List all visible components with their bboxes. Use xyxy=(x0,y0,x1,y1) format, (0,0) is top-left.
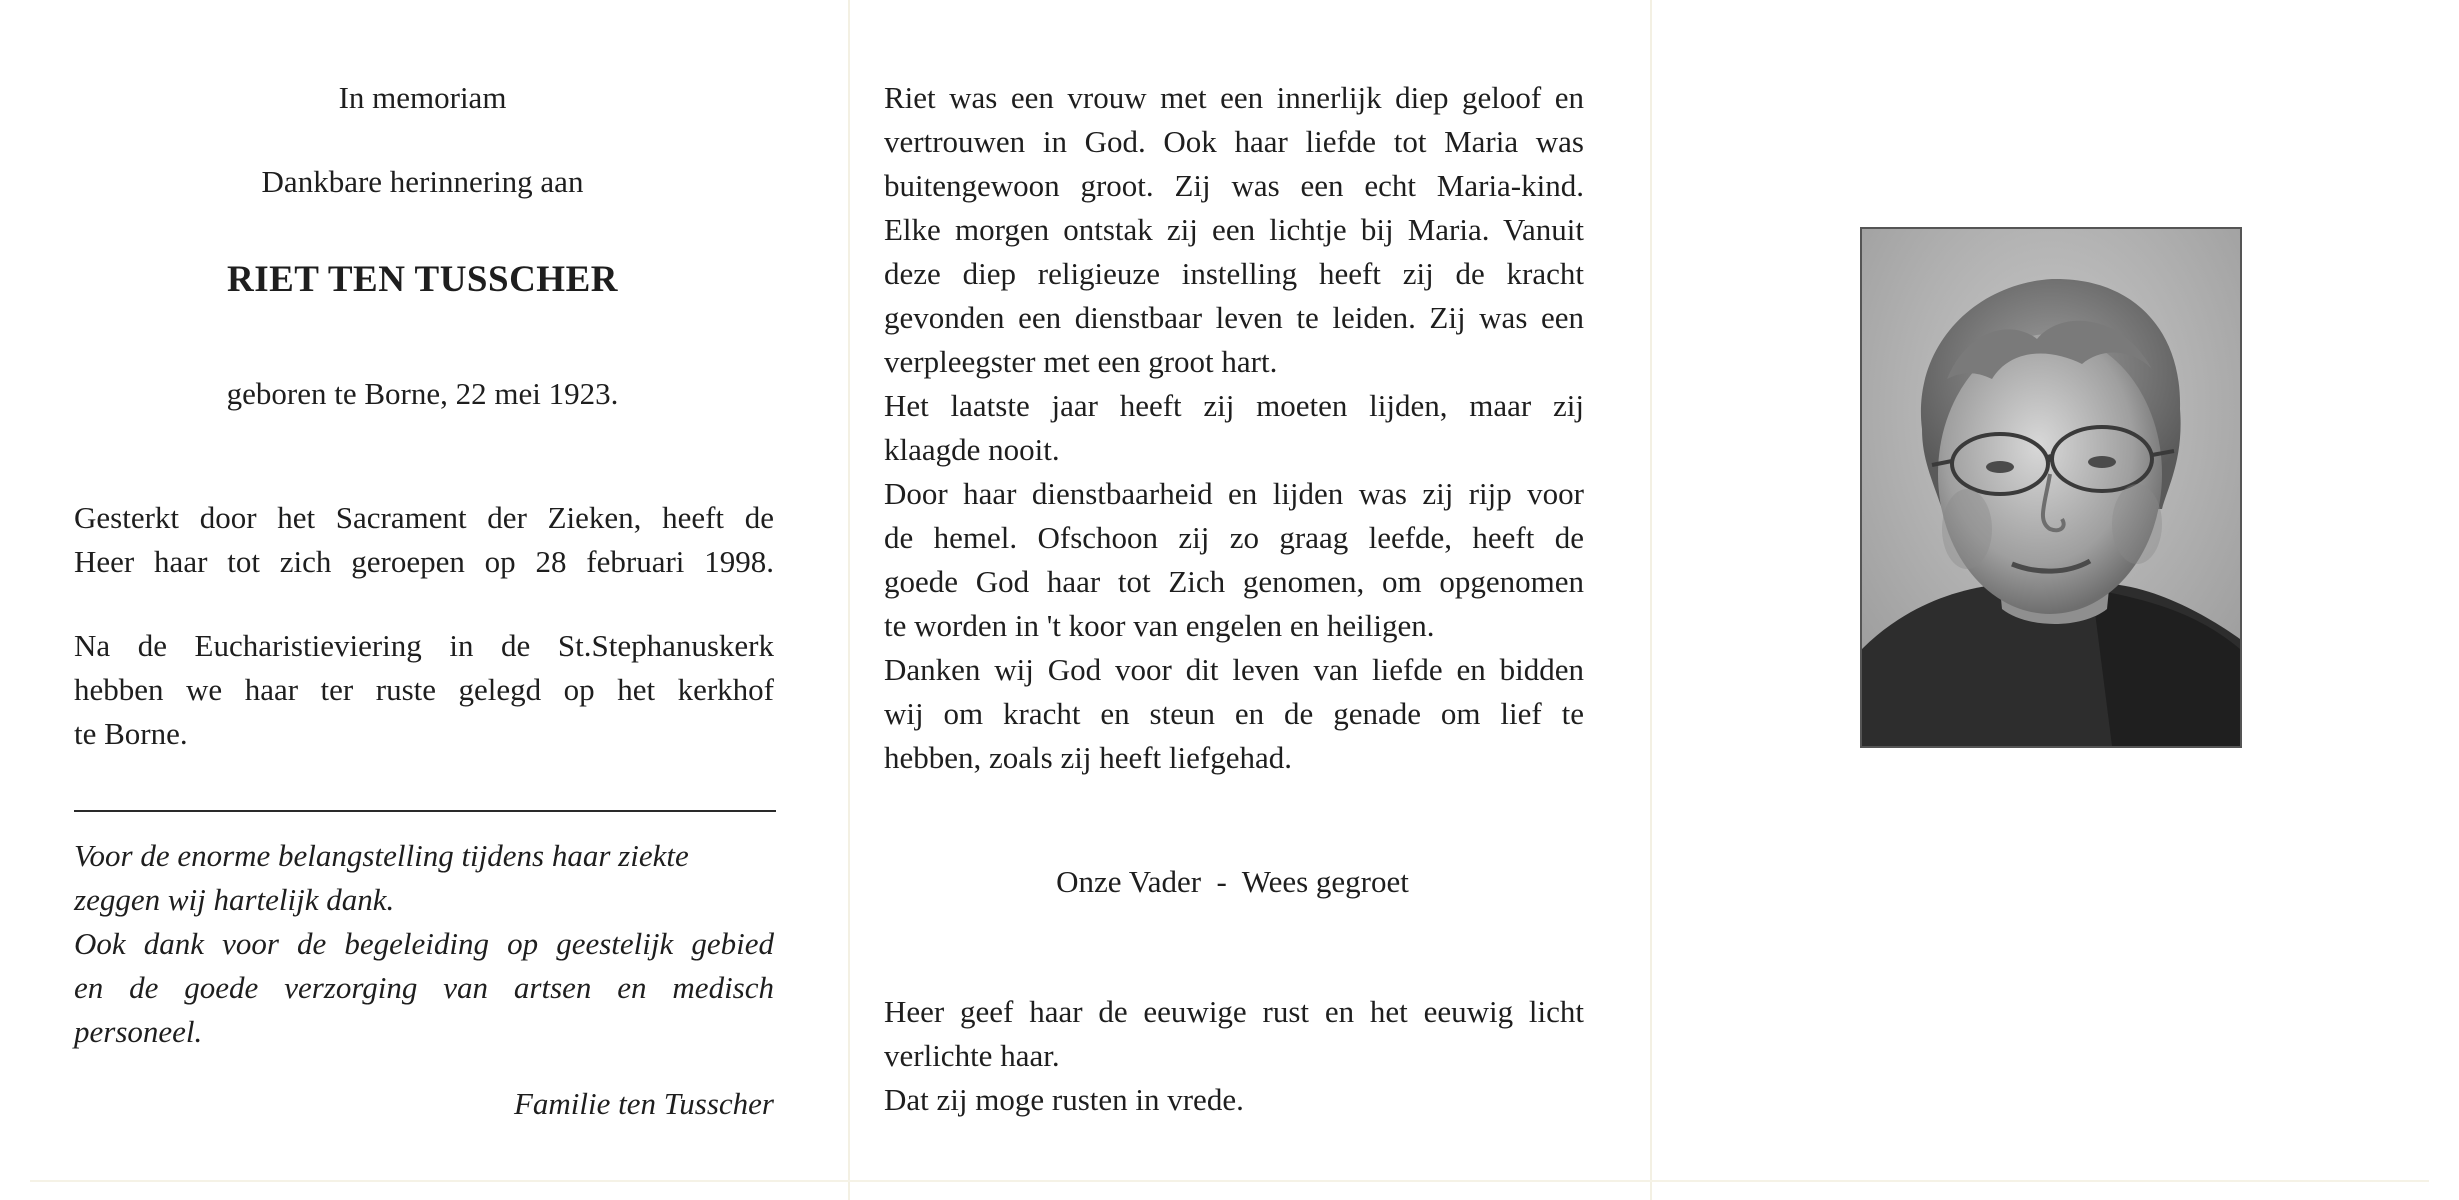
text-line: verpleegster met een groot hart. xyxy=(884,344,1278,379)
text-line: Ook dank voor de begeleiding op geestelijk gebied xyxy=(74,926,774,961)
text-line: te worden in 't koor van engelen en heiligen. xyxy=(884,608,1435,643)
text-line: Door haar dienstbaarheid en lijden was zij rijp voor xyxy=(884,476,1584,511)
tribute-text xyxy=(884,76,1584,780)
text-line: Danken wij God voor dit leven van liefde en bidden xyxy=(884,652,1584,687)
text-line: Riet was een vrouw met een innerlijk diep geloof en xyxy=(884,80,1584,115)
text-line: hebben, zoals zij heeft liefgehad. xyxy=(884,740,1292,775)
text-line: Voor de enorme belangstelling tijdens haar ziekte xyxy=(74,838,689,873)
death-paragraph xyxy=(74,496,774,584)
text-line: personeel. xyxy=(74,1014,203,1049)
text-line: en de goede verzorging van artsen en medisch xyxy=(74,970,774,1005)
text-line: wij om kracht en steun en de genade om lief te xyxy=(884,696,1584,731)
text-line: Gesterkt door het Sacrament der Zieken, heeft de xyxy=(74,500,774,535)
text-line: hebben we haar ter ruste gelegd op het kerkhof xyxy=(74,672,774,707)
text-line: Het laatste jaar heeft zij moeten lijden, maar zij xyxy=(884,388,1584,423)
heading: In memoriam xyxy=(338,80,507,115)
text-line: verlichte haar. xyxy=(884,1038,1060,1073)
text-line: klaagde nooit. xyxy=(884,432,1060,467)
text-line: gevonden een dienstbaar leven te leiden. Zij was een xyxy=(884,300,1584,335)
text-line: Elke morgen ontstak zij een lichtje bij Maria. Vanuit xyxy=(884,212,1584,247)
middle-panel xyxy=(880,0,1585,1200)
fold-line-left xyxy=(848,0,850,1200)
thanks-paragraph xyxy=(74,834,774,1054)
text-line: Heer haar tot zich geroepen op 28 februari 1998. xyxy=(74,544,774,579)
text-line: vertrouwen in God. Ook haar liefde tot Maria was xyxy=(884,124,1584,159)
text-line: de hemel. Ofschoon zij zo graag leefde, heeft de xyxy=(884,520,1584,555)
fold-line-right xyxy=(1650,0,1652,1200)
prayers: Onze Vader - Wees gegroet xyxy=(1056,864,1409,899)
divider-line xyxy=(74,810,776,812)
birth-line: geboren te Borne, 22 mei 1923. xyxy=(226,376,619,411)
text-line: buitengewoon groot. Zij was een echt Maria-kind. xyxy=(884,168,1584,203)
text-line: zeggen wij hartelijk dank. xyxy=(74,882,395,917)
subheading: Dankbare herinnering aan xyxy=(261,164,584,199)
left-panel xyxy=(70,0,775,1200)
text-line: te Borne. xyxy=(74,716,188,751)
family-signature: Familie ten Tusscher xyxy=(513,1086,774,1121)
portrait-photo xyxy=(1860,227,2242,748)
burial-paragraph xyxy=(74,624,774,756)
text-line: goede God haar tot Zich genomen, om opgenomen xyxy=(884,564,1584,599)
text-line: Heer geef haar de eeuwige rust en het eeuwig licht xyxy=(884,994,1584,1029)
deceased-name: RIET TEN TUSSCHER xyxy=(226,259,618,300)
portrait-illustration xyxy=(1862,229,2240,746)
closing-prayer xyxy=(884,990,1584,1122)
text-line: Na de Eucharistieviering in de St.Stephanuskerk xyxy=(74,628,774,663)
text-line: Dat zij moge rusten in vrede. xyxy=(884,1082,1244,1117)
text-line: deze diep religieuze instelling heeft zij de kracht xyxy=(884,256,1584,291)
